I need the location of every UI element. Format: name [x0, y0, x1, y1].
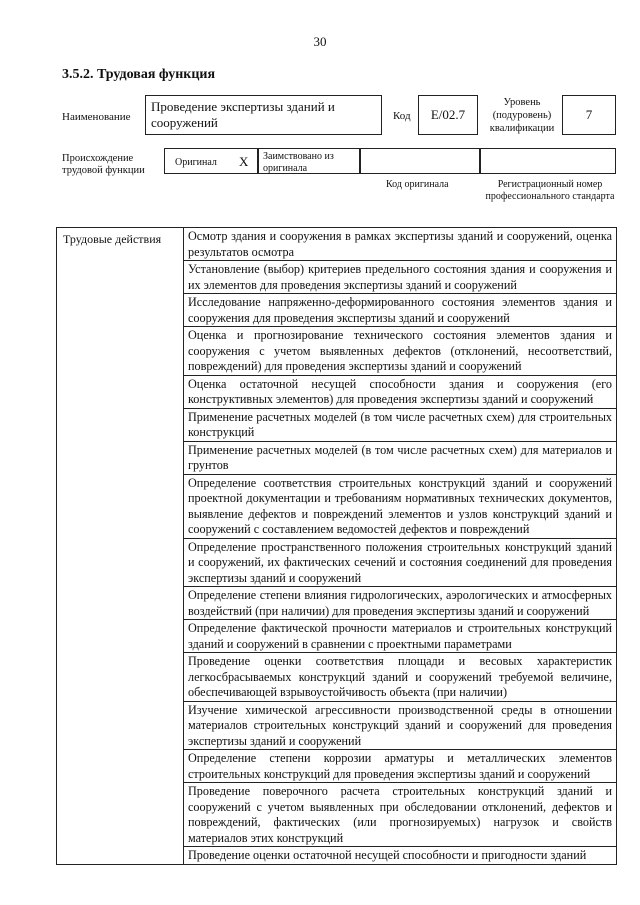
section-title: 3.5.2. Трудовая функция: [62, 67, 216, 82]
labor-action-item: Определение пространственного положения строительных конструкций зданий и сооружений, их фактических сечений и состояния соединений для проведения экспертизы зданий и сооружений: [184, 539, 616, 588]
labor-actions-label: Трудовые действия: [57, 228, 184, 865]
reg-number-cell: [480, 148, 616, 174]
labor-action-item: Исследование напряженно-деформированного состояния элементов здания и сооружения для проведения экспертизы зданий и сооружений: [184, 294, 616, 327]
page-number: 30: [313, 34, 327, 49]
qualification-level-field: 7: [562, 95, 616, 135]
code-label: Код: [393, 110, 411, 122]
original-mark: X: [239, 154, 249, 169]
origin-label: [62, 153, 162, 177]
origin-label-text: Происхождение трудовой функции: [62, 153, 145, 176]
original-cell: [164, 148, 258, 174]
function-code-field: E/02.7: [418, 95, 478, 135]
labor-action-item: Определение степени влияния гидрологических, аэрологических и атмосферных воздействий (при наличии) для проведения экспертизы зданий и сооружений: [184, 587, 616, 620]
original-label: Оригинал: [175, 157, 217, 168]
labor-actions-cell: [184, 228, 617, 865]
labor-action-item: Проведение оценки соответствия площади и весовых характеристик легкосбрасываемых конструкций зданий и сооружений требуемой величине, обеспечивающей взрывоустойчивость объекта (при наличии): [184, 653, 616, 702]
borrowed-cell: [258, 148, 360, 174]
labor-action-item: Установление (выбор) критериев предельного состояния здания и сооружения и их элементов для проведения экспертизы зданий и сооружений: [184, 261, 616, 294]
labor-action-item: Применение расчетных моделей (в том числе расчетных схем) для материалов и грунтов: [184, 442, 616, 475]
labor-action-item: Изучение химической агрессивности производственной среды в отношении материалов строительных конструкций зданий и сооружений для проведения экспертизы зданий и сооружений: [184, 702, 616, 751]
original-code-cell: [360, 148, 480, 174]
labor-action-item: Применение расчетных моделей (в том числе расчетных схем) для строительных конструкций: [184, 409, 616, 442]
borrowed-label: Заимствовано из оригинала: [263, 151, 334, 174]
labor-action-item: Определение степени коррозии арматуры и металлических элементов строительных конструкций для проведения экспертизы зданий и сооружений: [184, 750, 616, 783]
function-name-field: Проведение экспертизы зданий и сооружений: [145, 95, 382, 135]
name-label: Наименование: [62, 111, 131, 123]
origin-table: [164, 148, 616, 174]
labor-action-item: Определение соответствия строительных конструкций зданий и сооружений проектной документации и требованиям нормативных технических документов, выявление дефектов и повреждений элементов и узлов конструкций зданий и сооружений с составлением ведомостей дефектов и повреждений: [184, 475, 616, 539]
labor-actions-list: [184, 228, 616, 864]
qualification-level-label: Уровень (подуровень) квалификации: [489, 97, 555, 134]
labor-action-item: Проведение поверочного расчета строительных конструкций зданий и сооружений с учетом выявленных при обследовании отклонений, дефектов и повреждений, фактических (или прогнозируемых) нагрузок и свойств материалов этих конструкций: [184, 783, 616, 847]
original-code-label: Код оригинала: [386, 179, 449, 190]
labor-action-item: Определение фактической прочности материалов и строительных конструкций зданий и сооружений в сравнении с проектными параметрами: [184, 620, 616, 653]
labor-action-item: Оценка и прогнозирование технического состояния элементов здания и сооружения с учетом выявленных дефектов (отклонений, несоответствий, повреждений) для проведения экспертизы зданий и сооружений: [184, 327, 616, 376]
labor-action-item: Оценка остаточной несущей способности здания и сооружения (его конструктивных элементов) для проведения экспертизы зданий и сооружений: [184, 376, 616, 409]
labor-action-item: Осмотр здания и сооружения в рамках экспертизы зданий и сооружений, оценка результатов осмотра: [184, 228, 616, 261]
reg-number-label: Регистрационный номер профессионального стандарта: [485, 179, 615, 202]
labor-actions-table: [56, 227, 617, 865]
labor-action-item: Проведение оценки остаточной несущей способности и пригодности зданий: [188, 848, 587, 862]
